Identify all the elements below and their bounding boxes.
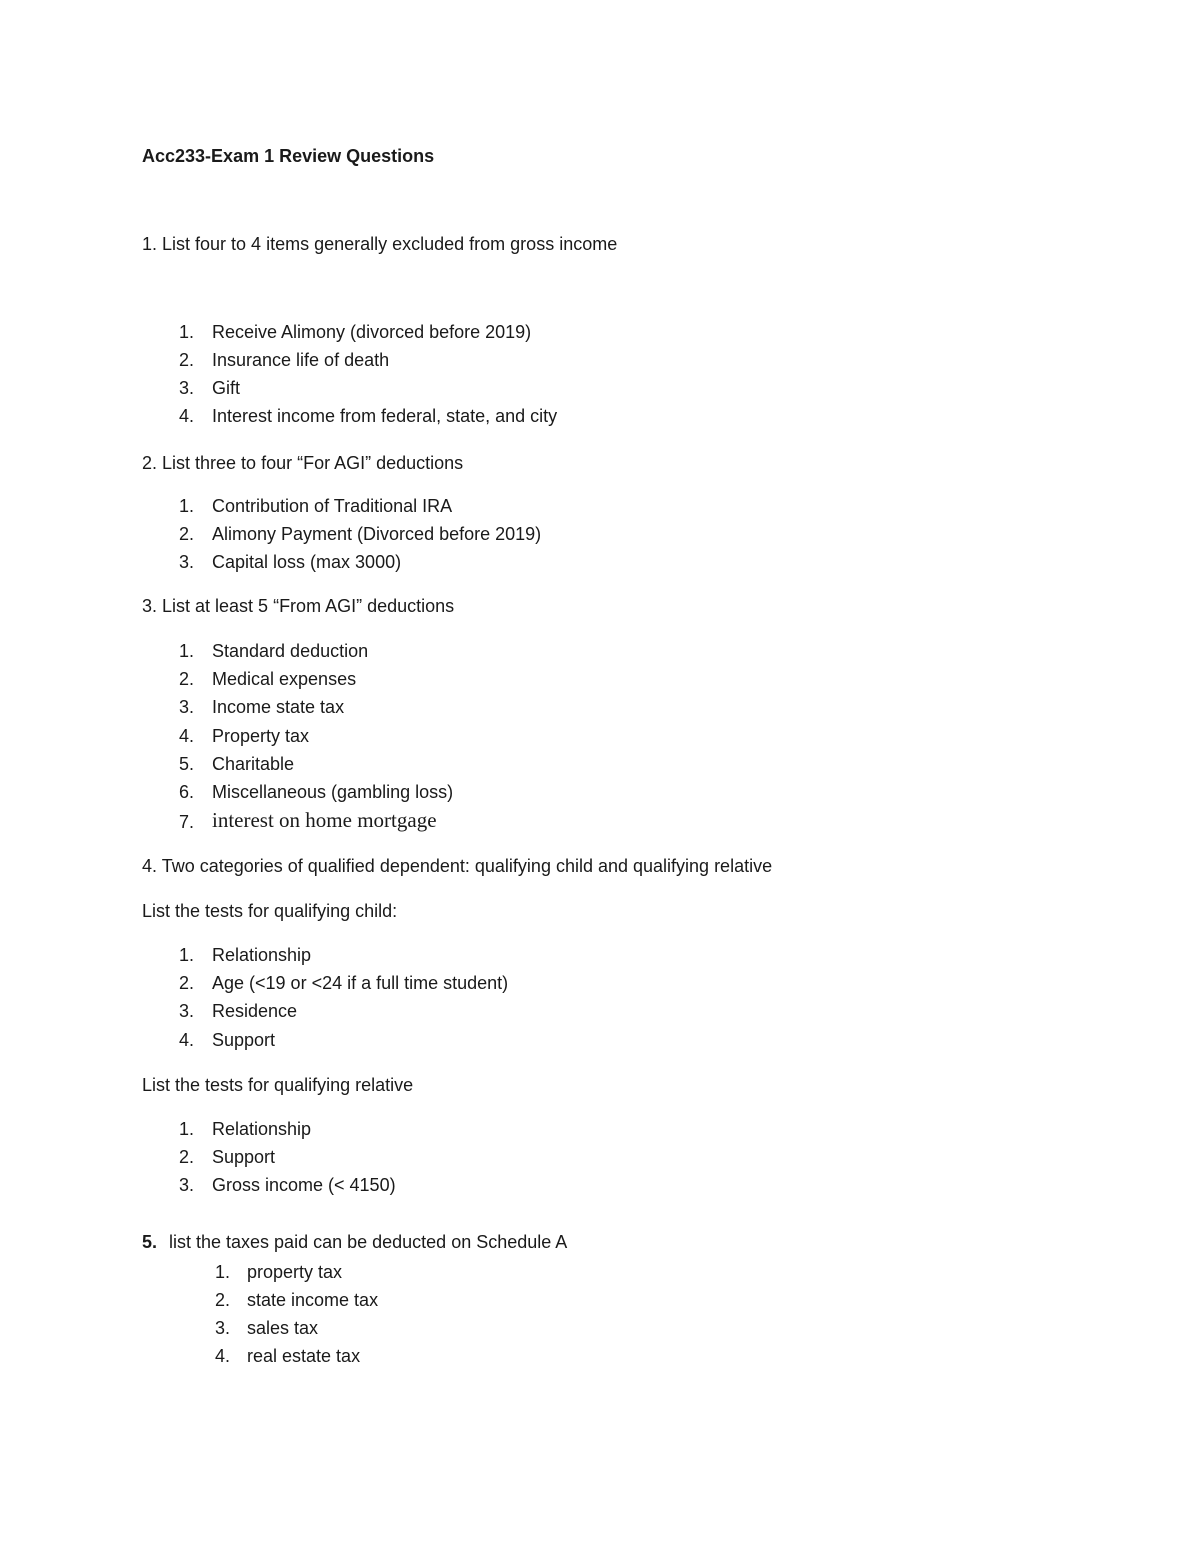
qualifying-child-heading: List the tests for qualifying child:: [142, 901, 398, 921]
q3-item-2: Medical expenses: [212, 669, 357, 689]
q1-item-3-number: 3.: [178, 378, 194, 398]
q1-item-3: Gift: [212, 378, 241, 398]
q5-item-1: property tax: [247, 1262, 343, 1282]
q5-item-4-number: 4.: [214, 1346, 230, 1366]
relative-test-1-number: 1.: [178, 1119, 194, 1139]
relative-test-2: Support: [212, 1147, 276, 1167]
question-3-prompt: 3. List at least 5 “From AGI” deductions: [142, 596, 455, 616]
q3-item-6-number: 6.: [178, 782, 194, 802]
q1-item-4: Interest income from federal, state, and city: [212, 406, 558, 426]
q5-item-3-number: 3.: [214, 1318, 230, 1338]
qualifying-relative-heading: List the tests for qualifying relative: [142, 1075, 414, 1095]
q3-item-3-number: 3.: [178, 697, 194, 717]
question-5-number: 5.: [142, 1232, 158, 1252]
q3-item-2-number: 2.: [178, 669, 194, 689]
q3-item-7: interest on home mortgage: [212, 808, 437, 832]
q5-item-2: state income tax: [247, 1290, 379, 1310]
document-title: Acc233-Exam 1 Review Questions: [142, 146, 435, 166]
q5-item-1-number: 1.: [214, 1262, 230, 1282]
q3-item-6: Miscellaneous (gambling loss): [212, 782, 454, 802]
question-5-prompt: list the taxes paid can be deducted on Schedule A: [169, 1232, 568, 1252]
relative-test-2-number: 2.: [178, 1147, 194, 1167]
relative-test-1: Relationship: [212, 1119, 312, 1139]
q3-item-5-number: 5.: [178, 754, 194, 774]
question-4-prompt: 4. Two categories of qualified dependent: qualifying child and qualifying relative: [142, 856, 773, 876]
q2-item-1-number: 1.: [178, 496, 194, 516]
q1-item-1-number: 1.: [178, 322, 194, 342]
q2-item-1: Contribution of Traditional IRA: [212, 496, 453, 516]
relative-test-3: Gross income (< 4150): [212, 1175, 396, 1195]
q2-item-2-number: 2.: [178, 524, 194, 544]
q3-item-3: Income state tax: [212, 697, 345, 717]
question-1-prompt: 1. List four to 4 items generally excluded from gross income: [142, 234, 618, 254]
q5-item-2-number: 2.: [214, 1290, 230, 1310]
q3-item-1: Standard deduction: [212, 641, 369, 661]
q2-item-2: Alimony Payment (Divorced before 2019): [212, 524, 542, 544]
q1-item-1: Receive Alimony (divorced before 2019): [212, 322, 532, 342]
q3-item-4-number: 4.: [178, 726, 194, 746]
q1-item-2: Insurance life of death: [212, 350, 390, 370]
child-test-4: Support: [212, 1030, 276, 1050]
q2-item-3-number: 3.: [178, 552, 194, 572]
relative-test-3-number: 3.: [178, 1175, 194, 1195]
child-test-2: Age (<19 or <24 if a full time student): [212, 973, 509, 993]
child-test-3: Residence: [212, 1001, 298, 1021]
q1-item-2-number: 2.: [178, 350, 194, 370]
child-test-4-number: 4.: [178, 1030, 194, 1050]
q2-item-3: Capital loss (max 3000): [212, 552, 402, 572]
q5-item-4: real estate tax: [247, 1346, 361, 1366]
q1-item-4-number: 4.: [178, 406, 194, 426]
q3-item-5: Charitable: [212, 754, 295, 774]
q3-item-1-number: 1.: [178, 641, 194, 661]
q3-item-4: Property tax: [212, 726, 310, 746]
child-test-3-number: 3.: [178, 1001, 194, 1021]
q5-item-3: sales tax: [247, 1318, 319, 1338]
question-2-prompt: 2. List three to four “For AGI” deductions: [142, 453, 464, 473]
child-test-1: Relationship: [212, 945, 312, 965]
child-test-2-number: 2.: [178, 973, 194, 993]
q3-item-7-number: 7.: [178, 812, 194, 832]
child-test-1-number: 1.: [178, 945, 194, 965]
